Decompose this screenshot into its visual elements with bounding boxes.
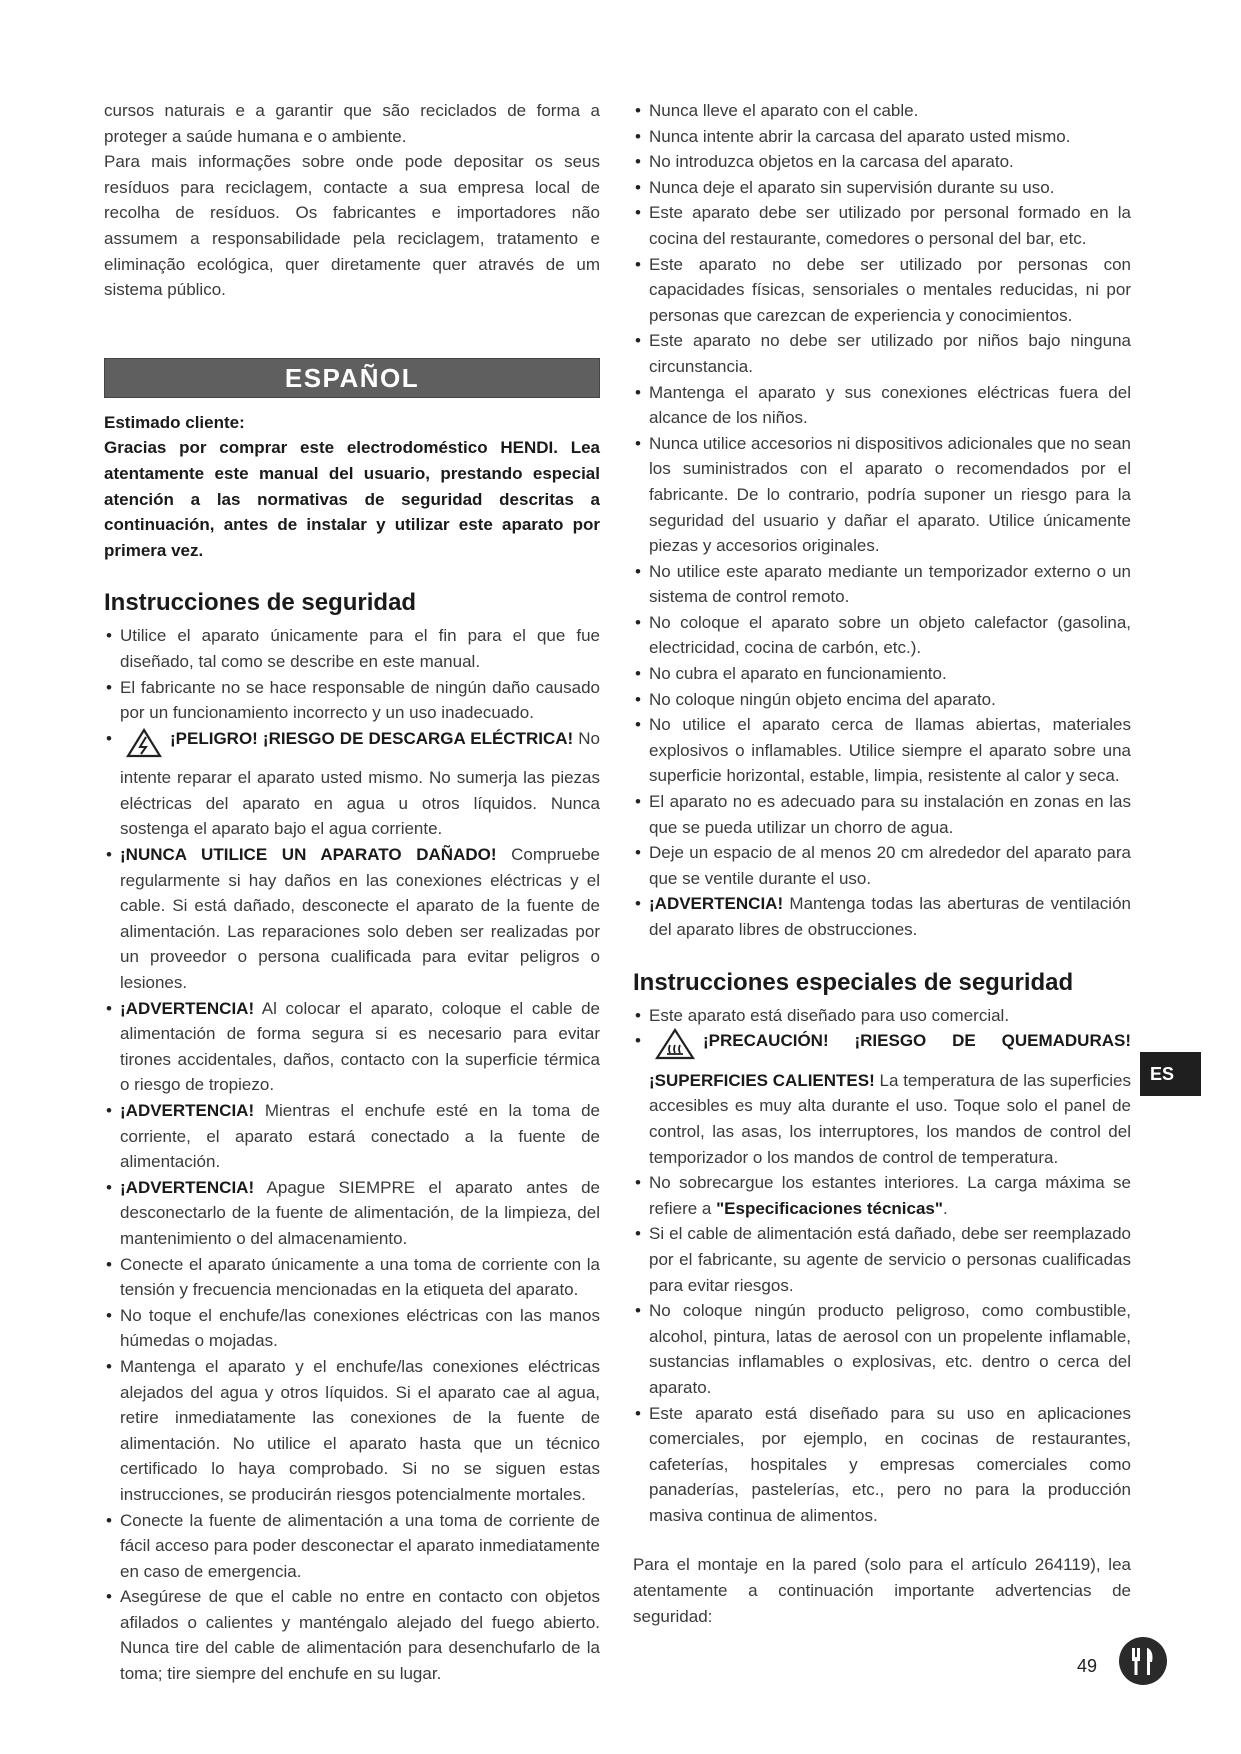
list-item: • No utilice este aparato mediante un temporizador externo o un sistema de control remoto.	[633, 559, 1131, 610]
list-item: • ¡ADVERTENCIA! Apague SIEMPRE el aparato antes de desconectarlo de la fuente de alimentación, de la limpieza, del mantenimiento o del almacenamiento.	[104, 1175, 600, 1252]
list-item: • No cubra el aparato en funcionamiento.	[633, 661, 1131, 687]
list-item: • Nunca intente abrir la carcasa del aparato usted mismo.	[633, 124, 1131, 150]
list-item: • Nunca deje el aparato sin supervisión durante su uso.	[633, 175, 1131, 201]
list-item: • Este aparato debe ser utilizado por personal formado en la cocina del restaurante, comedores o personal del bar, etc.	[633, 200, 1131, 251]
hot-surface-warning-icon	[655, 1028, 695, 1068]
language-tab: ES	[1140, 1052, 1201, 1096]
right-column	[633, 98, 1131, 1629]
special-safety-list	[633, 1003, 1131, 1529]
list-item: • Conecte la fuente de alimentación a una toma de corriente de fácil acceso para poder desconectar el aparato inmediatamente en caso de emergencia.	[104, 1508, 600, 1585]
safety-list-continued	[633, 98, 1131, 943]
intro-text: Gracias por comprar este electrodoméstico HENDI. Lea atentamente este manual del usuario, prestando especial atención a las normativas de seguridad descritas a continuación, antes de instalar y utilizar este aparato por primera vez.	[104, 438, 600, 560]
list-item: • Este aparato está diseñado para su uso en aplicaciones comerciales, por ejemplo, en cocinas de restaurantes, cafeterías, hospitales y empresas comerciales como panaderías, pastelerías, etc., pero no para la producción masiva continua de alimentos.	[633, 1401, 1131, 1529]
list-item: • Utilice el aparato únicamente para el fin para el que fue diseñado, tal como se describe en este manual.	[104, 623, 600, 674]
list-item: • El fabricante no se hace responsable de ningún daño causado por un funcionamiento incorrecto y un uso inadecuado.	[104, 675, 600, 726]
list-item: • No toque el enchufe/las conexiones eléctricas con las manos húmedas o mojadas.	[104, 1303, 600, 1354]
list-item: • Asegúrese de que el cable no entre en contacto con objetos afilados o calientes y manténgalo alejado del fuego abierto. Nunca tire del cable de alimentación para desenchufarlo de la toma; tire siempre del enchufe en su lugar.	[104, 1584, 600, 1686]
safety-list	[104, 623, 600, 1686]
list-item: • Nunca lleve el aparato con el cable.	[633, 98, 1131, 124]
list-item: • ¡ADVERTENCIA! Al colocar el aparato, coloque el cable de alimentación de forma segura si es necesario para evitar tirones accidentales, daños, contacto con la superficie térmica o riesgo de tropiezo.	[104, 996, 600, 1098]
danger-label: ¡PELIGRO! ¡RIESGO DE DESCARGA ELÉCTRICA!	[170, 728, 574, 748]
list-item: • Este aparato está diseñado para uso comercial.	[633, 1003, 1131, 1029]
hendi-logo-icon	[1118, 1636, 1168, 1691]
list-item: • Nunca utilice accesorios ni dispositivos adicionales que no sean los suministrados con el aparato o recomendados por el fabricante. De lo contrario, podría suponer un riesgo para la seguridad del usuario y dañar el aparato. Utilice únicamente piezas y accesorios originales.	[633, 431, 1131, 559]
list-item: • El aparato no es adecuado para su instalación en zonas en las que se pueda utilizar un chorro de agua.	[633, 789, 1131, 840]
list-item: • ¡ADVERTENCIA! Mientras el enchufe esté en la toma de corriente, el aparato estará conectado a la fuente de alimentación.	[104, 1098, 600, 1175]
pt-paragraph-2: Para mais informações sobre onde pode depositar os seus resíduos para reciclagem, contacte a sua empresa local de recolha de resíduos. Os fabricantes e importadores não assumem a responsabilidade pela reciclagem, tratamento e eliminação ecológica, quer diretamente quer através de um sistema público.	[104, 152, 600, 300]
list-item: • Mantenga el aparato y sus conexiones eléctricas fuera del alcance de los niños.	[633, 380, 1131, 431]
list-item: • ¡PELIGRO! ¡RIESGO DE DESCARGA ELÉCTRICA! No intente reparar el aparato usted mismo. No sumerja las piezas eléctricas del aparato en agua u otros líquidos. Nunca sostenga el aparato bajo el agua corriente.	[104, 726, 600, 842]
page-number: 49	[1077, 1656, 1098, 1676]
electric-warning-icon	[126, 728, 162, 766]
list-item: • Este aparato no debe ser utilizado por niños bajo ninguna circunstancia.	[633, 328, 1131, 379]
wall-mount-note: Para el montaje en la pared (solo para el artículo 264119), lea atentamente a continuación importante advertencias de seguridad:	[633, 1555, 1131, 1626]
list-item: • Deje un espacio de al menos 20 cm alrededor del aparato para que se ventile durante el uso.	[633, 840, 1131, 891]
list-item: • No sobrecargue los estantes interiores. La carga máxima se refiere a "Especificaciones técnicas".	[633, 1170, 1131, 1221]
list-item: • Si el cable de alimentación está dañado, debe ser reemplazado por el fabricante, su agente de servicio o personas cualificadas para evitar riesgos.	[633, 1221, 1131, 1298]
list-item: • ¡PRECAUCIÓN! ¡RIESGO DE QUEMADURAS! ¡SUPERFICIES CALIENTES! La temperatura de las superficies accesibles es muy alta durante el uso. Toque solo el panel de control, las asas, los interruptores, los mandos de control del temporizador o los mandos de control de temperatura.	[633, 1028, 1131, 1170]
list-item: • Mantenga el aparato y el enchufe/las conexiones eléctricas alejados del agua y otros líquidos. Si el aparato cae al agua, retire inmediatamente las conexiones de la fuente de alimentación. No utilice el aparato hasta que un técnico certificado lo haya comprobado. Si no se siguen estas instrucciones, se producirán riesgos potencialmente mortales.	[104, 1354, 600, 1508]
left-column	[104, 98, 600, 1687]
caution-label: ¡PRECAUCIÓN! ¡RIESGO DE QUEMADURAS! ¡SUPERFICIES CALIENTES!	[649, 1031, 1131, 1090]
list-item: • No coloque el aparato sobre un objeto calefactor (gasolina, electricidad, cocina de carbón, etc.).	[633, 610, 1131, 661]
list-item: • No utilice el aparato cerca de llamas abiertas, materiales explosivos o inflamables. Utilice siempre el aparato sobre una superficie horizontal, estable, limpia, resistente al calor y seca.	[633, 712, 1131, 789]
list-item: • Conecte el aparato únicamente a una toma de corriente con la tensión y frecuencia mencionadas en la etiqueta del aparato.	[104, 1252, 600, 1303]
pt-paragraph-1: cursos naturais e a garantir que são reciclados de forma a proteger a saúde humana e o ambiente.	[104, 101, 600, 146]
intro	[104, 410, 600, 564]
greeting: Estimado cliente:	[104, 412, 245, 432]
list-item: • No coloque ningún producto peligroso, como combustible, alcohol, pintura, latas de aerosol con un propelente inflamable, sustancias inflamables o explosivas, etc. dentro o cerca del aparato.	[633, 1298, 1131, 1400]
list-item: • ¡ADVERTENCIA! Mantenga todas las aberturas de ventilación del aparato libres de obstrucciones.	[633, 891, 1131, 942]
list-item: • ¡NUNCA UTILICE UN APARATO DAÑADO! Compruebe regularmente si hay daños en las conexiones eléctricas y el cable. Si está dañado, desconecte el aparato de la fuente de alimentación. Las reparaciones solo deben ser realizadas por un proveedor o persona cualificada para evitar peligros o lesiones.	[104, 842, 600, 996]
list-item: • Este aparato no debe ser utilizado por personas con capacidades físicas, sensoriales o mentales reducidas, ni por personas que carezcan de experiencia y conocimientos.	[633, 252, 1131, 329]
list-item: • No coloque ningún objeto encima del aparato.	[633, 687, 1131, 713]
safety-heading: Instrucciones de seguridad	[104, 589, 417, 617]
special-safety-heading: Instrucciones especiales de seguridad	[633, 968, 1074, 996]
list-item: • No introduzca objetos en la carcasa del aparato.	[633, 149, 1131, 175]
language-banner: ESPAÑOL	[104, 358, 600, 398]
